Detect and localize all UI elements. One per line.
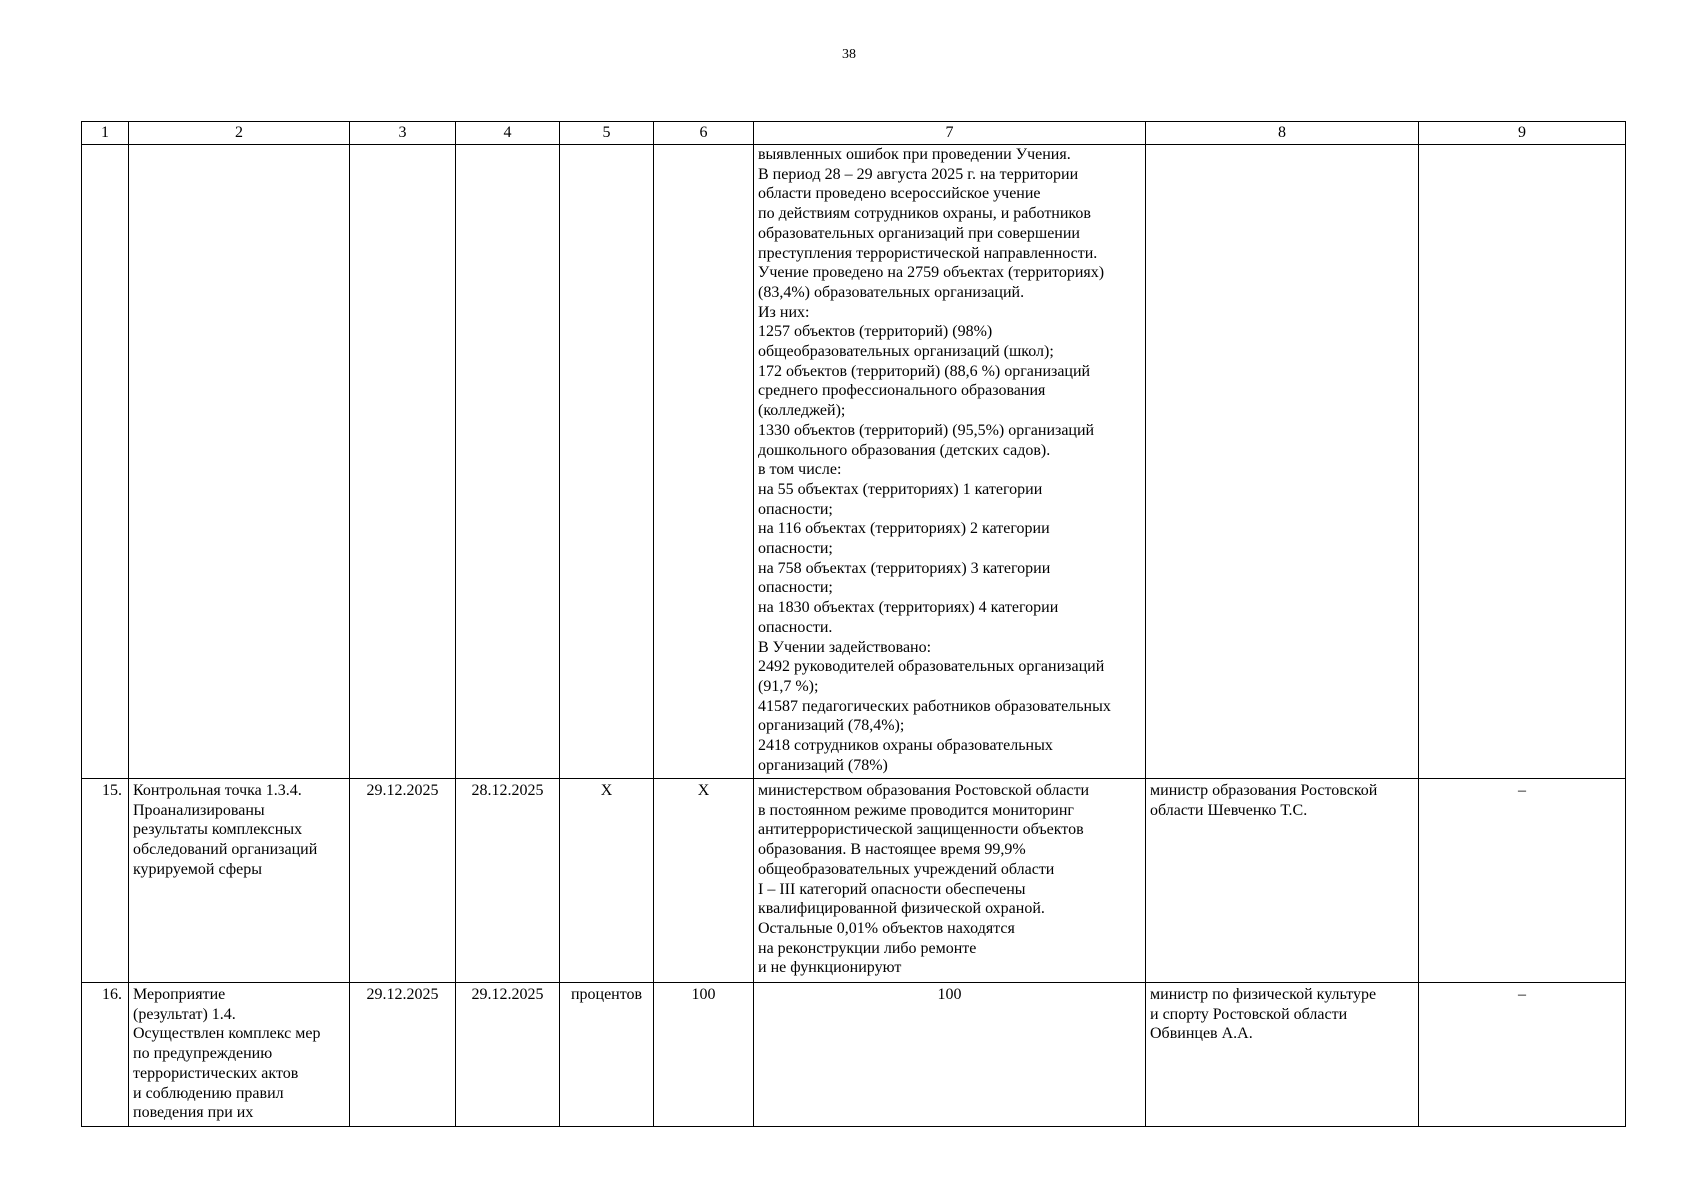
table-row-15 bbox=[82, 779, 1626, 983]
cell-plan-date: 29.12.2025 bbox=[350, 983, 456, 1127]
header-col-6: 6 bbox=[654, 122, 754, 145]
text-line: по предупреждению bbox=[133, 1045, 273, 1063]
cell-plan-value: 100 bbox=[654, 983, 754, 1127]
text-line: на реконструкции либо ремонте bbox=[758, 939, 977, 957]
text-line: 172 объектов (территорий) (88,6 %) организаций bbox=[758, 362, 1091, 380]
cell-empty bbox=[129, 145, 350, 779]
cell-empty bbox=[1146, 145, 1419, 779]
cell-empty bbox=[82, 145, 129, 779]
cell-empty bbox=[456, 145, 560, 779]
cell-result-text bbox=[754, 145, 1146, 779]
cell-responsible bbox=[1146, 779, 1419, 983]
text-line: организаций (78,4%); bbox=[758, 717, 905, 735]
text-line: и соблюдению правил bbox=[133, 1084, 284, 1102]
cell-fact-date: 29.12.2025 bbox=[456, 983, 560, 1127]
header-col-8: 8 bbox=[1146, 122, 1419, 145]
text-line: обследований организаций bbox=[133, 841, 318, 859]
row-number: 16. bbox=[82, 983, 129, 1127]
text-line: образовательных организаций при совершении bbox=[758, 224, 1080, 242]
text-line: в постоянном режиме проводится мониторинг bbox=[758, 801, 1074, 819]
text-line: 2418 сотрудников охраны образовательных bbox=[758, 737, 1053, 755]
text-line: общеобразовательных учреждений области bbox=[758, 860, 1055, 878]
cell-empty bbox=[654, 145, 754, 779]
text-line: террористических актов bbox=[133, 1064, 299, 1082]
cell-empty bbox=[560, 145, 654, 779]
cell-result-value: 100 bbox=[754, 983, 1146, 1127]
text-line: В Учении задействовано: bbox=[758, 638, 932, 656]
text-line: (результат) 1.4. bbox=[133, 1005, 236, 1023]
text-line: (91,7 %); bbox=[758, 677, 819, 695]
text-line: Из них: bbox=[758, 303, 810, 321]
text-line: и спорту Ростовской области bbox=[1150, 1005, 1348, 1023]
text-line: 41587 педагогических работников образовательных bbox=[758, 697, 1111, 715]
text-line: 1330 объектов (территорий) (95,5%) организаций bbox=[758, 421, 1095, 439]
text-line: на 758 объектах (территориях) 3 категории bbox=[758, 559, 1051, 577]
text-line: министр по физической культуре bbox=[1150, 986, 1377, 1003]
text-line: области проведено всероссийское учение bbox=[758, 185, 1041, 203]
cell-note: – bbox=[1419, 779, 1626, 983]
text-line: 1257 объектов (территорий) (98%) bbox=[758, 323, 993, 341]
text-line: опасности. bbox=[758, 618, 833, 636]
text-line: образования. В настоящее время 99,9% bbox=[758, 841, 1026, 859]
text-line: курируемой сферы bbox=[133, 860, 262, 878]
page-number: 38 bbox=[842, 47, 856, 62]
text-line: Осуществлен комплекс мер bbox=[133, 1025, 321, 1043]
cell-event-name bbox=[129, 779, 350, 983]
text-line: среднего профессионального образования bbox=[758, 382, 1046, 400]
header-col-9: 9 bbox=[1419, 122, 1626, 145]
text-line: Проанализированы bbox=[133, 801, 265, 819]
text-line: В период 28 – 29 августа 2025 г. на территории bbox=[758, 165, 1079, 183]
text-line: министерством образования Ростовской области bbox=[758, 782, 1090, 799]
cell-result-text bbox=[754, 779, 1146, 983]
cell-plan-value: Х bbox=[654, 779, 754, 983]
text-line: опасности; bbox=[758, 579, 833, 597]
text-line: на 55 объектах (территориях) 1 категории bbox=[758, 480, 1043, 498]
cell-responsible bbox=[1146, 983, 1419, 1127]
cell-fact-date: 28.12.2025 bbox=[456, 779, 560, 983]
header-col-5: 5 bbox=[560, 122, 654, 145]
text-line: опасности; bbox=[758, 540, 833, 558]
cell-unit: Х bbox=[560, 779, 654, 983]
text-line: Учение проведено на 2759 объектах (территориях) bbox=[758, 264, 1105, 282]
text-line: выявленных ошибок при проведении Учения. bbox=[758, 146, 1071, 163]
header-col-2: 2 bbox=[129, 122, 350, 145]
text-line: на 116 объектах (территориях) 2 категории bbox=[758, 520, 1050, 538]
text-line: общеобразовательных организаций (школ); bbox=[758, 343, 1054, 361]
cell-event-name bbox=[129, 983, 350, 1127]
text-line: министр образования Ростовской bbox=[1150, 782, 1378, 799]
text-line: (колледжей); bbox=[758, 402, 846, 420]
text-line: Остальные 0,01% объектов находятся bbox=[758, 919, 1015, 937]
text-line: Контрольная точка 1.3.4. bbox=[133, 782, 302, 799]
text-line: опасности; bbox=[758, 500, 833, 518]
text-line: и не функционируют bbox=[758, 959, 902, 977]
text-line: поведения при их bbox=[133, 1104, 254, 1122]
cell-note: – bbox=[1419, 983, 1626, 1127]
text-line: на 1830 объектах (территориях) 4 категории bbox=[758, 599, 1059, 617]
cell-empty bbox=[350, 145, 456, 779]
header-col-7: 7 bbox=[754, 122, 1146, 145]
text-line: Мероприятие bbox=[133, 986, 226, 1003]
text-line: по действиям сотрудников охраны, и работников bbox=[758, 205, 1091, 223]
text-line: преступления террористической направленности. bbox=[758, 244, 1098, 262]
text-line: дошкольного образования (детских садов). bbox=[758, 441, 1051, 459]
text-line: результаты комплексных bbox=[133, 821, 303, 839]
cell-empty bbox=[1419, 145, 1626, 779]
text-line: квалифицированной физической охраной. bbox=[758, 900, 1045, 918]
text-line: Обвинцев А.А. bbox=[1150, 1025, 1253, 1043]
cell-unit: процентов bbox=[560, 983, 654, 1127]
text-line: (83,4%) образовательных организаций. bbox=[758, 283, 1025, 301]
header-col-4: 4 bbox=[456, 122, 560, 145]
report-table bbox=[81, 121, 1626, 1127]
table-row-16 bbox=[82, 983, 1626, 1127]
text-line: в том числе: bbox=[758, 461, 842, 479]
table-header bbox=[82, 122, 1626, 145]
row-number: 15. bbox=[82, 779, 129, 983]
cell-plan-date: 29.12.2025 bbox=[350, 779, 456, 983]
header-col-3: 3 bbox=[350, 122, 456, 145]
text-line: области Шевченко Т.С. bbox=[1150, 801, 1308, 819]
text-line: организаций (78%) bbox=[758, 756, 888, 774]
table-row-continued bbox=[82, 145, 1626, 779]
text-line: 2492 руководителей образовательных организаций bbox=[758, 658, 1105, 676]
text-line: I – III категорий опасности обеспечены bbox=[758, 880, 1026, 898]
header-col-1: 1 bbox=[82, 122, 129, 145]
text-line: антитеррористической защищенности объектов bbox=[758, 821, 1084, 839]
